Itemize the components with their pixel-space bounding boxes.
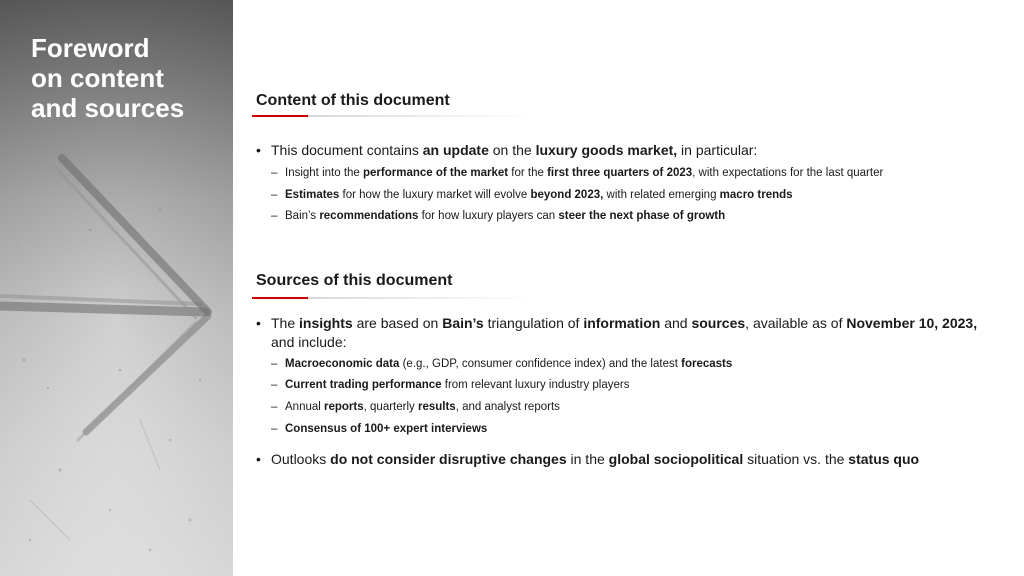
content-item-text (285, 189, 793, 201)
text-run: for how luxury players can (418, 210, 559, 222)
text-run: and (660, 315, 692, 331)
sources-section-rule (252, 297, 532, 299)
content-item-text (285, 210, 725, 222)
bold-text-run: macro trends (719, 189, 793, 201)
bold-text-run: results (417, 401, 456, 413)
bold-text-run: an update (422, 142, 489, 158)
content-section-heading: Content of this document (256, 92, 450, 109)
sources-item-text (285, 401, 560, 413)
dash-mark: – (271, 358, 278, 370)
content-section-rule (252, 115, 532, 117)
text-run: , with expectations for the last quarter (692, 167, 884, 179)
dash-mark: – (271, 379, 278, 391)
bold-text-run: Current trading performance (285, 379, 442, 391)
bold-text-run: reports (324, 401, 364, 413)
content-item (271, 209, 991, 223)
text-run: , available as of (745, 315, 847, 331)
content-item (271, 188, 991, 202)
text-run: for how the luxury market will evolve (339, 189, 531, 201)
text-run: The (271, 315, 300, 331)
text-run: from relevant luxury industry players (441, 379, 630, 391)
content-item-text (285, 167, 883, 179)
bold-text-run: recommendations (319, 210, 419, 222)
sources-item (271, 357, 991, 371)
text-run: Insight into the (285, 167, 363, 179)
sources-bullet (256, 314, 996, 352)
content-bullet-text (256, 141, 996, 160)
sources-item (271, 400, 991, 414)
text-run: in the (566, 451, 609, 467)
page-title-line: and sources (31, 93, 185, 123)
bold-text-run: insights (299, 315, 353, 331)
bold-text-run: luxury goods market, (535, 142, 678, 158)
text-run: and include: (271, 334, 347, 350)
bold-text-run: Consensus of 100+ expert interviews (285, 423, 488, 435)
sources-bullet-text (256, 314, 996, 352)
text-run: in particular: (677, 142, 758, 158)
bold-text-run: status quo (848, 451, 920, 467)
sources-item-text (285, 358, 732, 370)
page-title (31, 33, 184, 123)
text-run: for the (508, 167, 548, 179)
bold-text-run: do not consider disruptive changes (330, 451, 567, 467)
text-run: Outlooks (271, 451, 331, 467)
bold-text-run: first three quarters of 2023 (547, 167, 693, 179)
outlook-bullet (256, 450, 996, 469)
dash-mark: – (271, 423, 278, 435)
bold-text-run: beyond 2023, (530, 189, 604, 201)
bullet-mark: • (256, 142, 261, 158)
page-title-line: Foreword (31, 33, 150, 63)
text-run: , quarterly (363, 401, 418, 413)
text-run: Annual (285, 401, 325, 413)
dash-mark: – (271, 167, 278, 179)
sources-item (271, 378, 991, 392)
text-run: triangulation of (483, 315, 584, 331)
bold-text-run: steer the next phase of growth (558, 210, 726, 222)
sources-item-text (285, 423, 487, 435)
bold-text-run: forecasts (681, 358, 733, 370)
text-run: situation vs. the (743, 451, 849, 467)
bold-text-run: Macroeconomic data (285, 358, 400, 370)
content-bullet (256, 141, 996, 160)
dash-mark: – (271, 210, 278, 222)
text-run: (e.g., GDP, consumer confidence index) and the latest (399, 358, 682, 370)
bold-text-run: global sociopolitical (608, 451, 744, 467)
sources-item-text (285, 379, 629, 391)
bold-text-run: sources (691, 315, 746, 331)
bold-text-run: information (583, 315, 661, 331)
text-run: with related emerging (603, 189, 720, 201)
sources-section-heading: Sources of this document (256, 272, 453, 289)
bullet-mark: • (256, 315, 261, 331)
text-run: on the (488, 142, 536, 158)
bold-text-run: Bain’s (442, 315, 484, 331)
text-run: This document contains (271, 142, 423, 158)
text-run: Bain’s (285, 210, 320, 222)
bullet-mark: • (256, 451, 261, 467)
content-item (271, 166, 991, 180)
dash-mark: – (271, 189, 278, 201)
bold-text-run: performance of the market (363, 167, 509, 179)
page-title-line: on content (31, 63, 164, 93)
sources-item (271, 422, 991, 436)
bold-text-run: November 10, 2023, (846, 315, 978, 331)
cover-image-panel (0, 0, 233, 576)
dash-mark: – (271, 401, 278, 413)
text-run: , and analyst reports (455, 401, 560, 413)
outlook-bullet-text (256, 450, 996, 469)
text-run: are based on (352, 315, 443, 331)
bold-text-run: Estimates (285, 189, 340, 201)
